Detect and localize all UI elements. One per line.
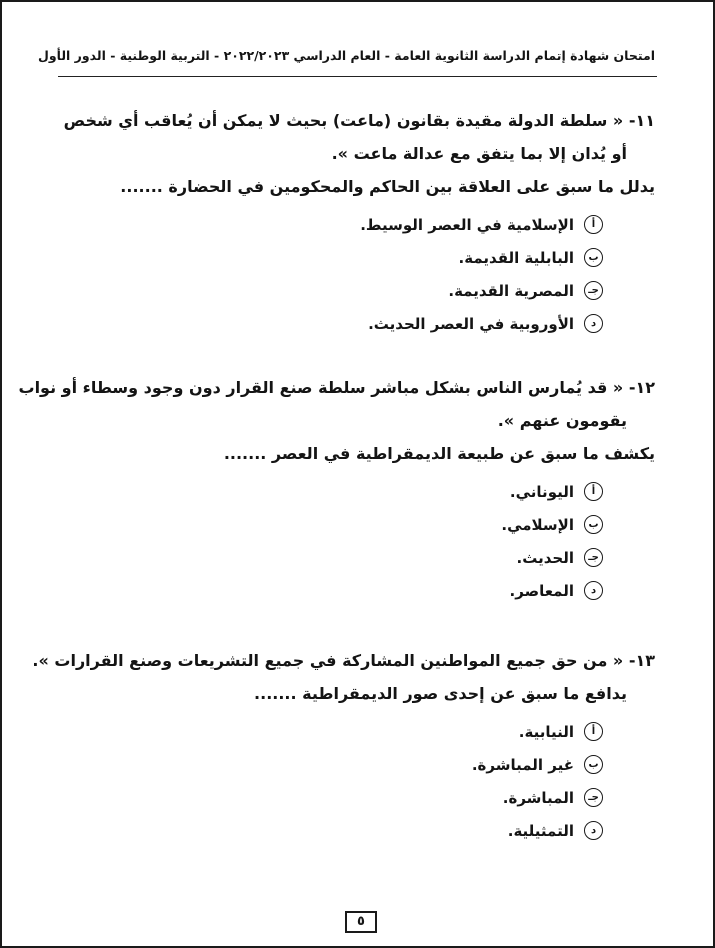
option-a-text: اليوناني. — [509, 482, 574, 501]
option-b[interactable] — [62, 508, 603, 541]
option-a-letter: أ — [584, 482, 603, 501]
option-a-letter: أ — [584, 215, 603, 234]
question-13 — [32, 644, 655, 847]
question-13-line-1 — [32, 644, 655, 677]
option-b[interactable] — [62, 241, 603, 274]
option-b-letter: ب — [584, 755, 603, 774]
option-a-text: النيابية. — [518, 722, 574, 741]
option-b[interactable] — [62, 748, 603, 781]
question-11-number: ١١- — [628, 111, 655, 130]
option-b-text: البابلية القديمة. — [458, 248, 574, 267]
option-c-letter: جـ — [584, 548, 603, 567]
question-13-number: ١٣- — [628, 651, 655, 670]
option-c[interactable] — [62, 781, 603, 814]
option-c-text: المصرية القديمة. — [448, 281, 574, 300]
question-12-text-1: « قد يُمارس الناس بشكل مباشر سلطة صنع القرار دون وجود وسطاء أو نواب — [18, 378, 624, 397]
option-d-text: المعاصر. — [509, 581, 574, 600]
page-number: ٥ — [345, 911, 377, 933]
option-c-letter: جـ — [584, 281, 603, 300]
option-a[interactable] — [62, 715, 603, 748]
question-12-line-2: يقومون عنهم ». — [497, 411, 627, 430]
option-b-text: الإسلامي. — [501, 515, 574, 534]
question-11-line-2: أو يُدان إلا بما يتفق مع عدالة ماعت ». — [331, 144, 627, 163]
question-11-options — [62, 208, 655, 340]
question-13-prompt: يدافع ما سبق عن إحدى صور الديمقراطية ....... — [254, 684, 627, 703]
option-d[interactable] — [62, 307, 603, 340]
option-a[interactable] — [62, 208, 603, 241]
option-d[interactable] — [62, 574, 603, 607]
option-d-text: التمثيلية. — [507, 821, 574, 840]
option-a-letter: أ — [584, 722, 603, 741]
option-c[interactable] — [62, 541, 603, 574]
question-11-prompt: يدلل ما سبق على العلاقة بين الحاكم والمحكومين في الحضارة ....... — [120, 177, 655, 196]
question-12-line-1 — [18, 371, 655, 404]
question-13-text-1: « من حق جميع المواطنين المشاركة في جميع التشريعات وصنع القرارات ». — [32, 651, 624, 670]
option-d-letter: د — [584, 821, 603, 840]
question-12 — [18, 371, 655, 607]
question-11-line-1 — [62, 104, 655, 137]
option-a[interactable] — [62, 475, 603, 508]
option-b-text: غير المباشرة. — [471, 755, 574, 774]
question-13-options — [62, 715, 655, 847]
option-a-text: الإسلامية في العصر الوسيط. — [360, 215, 574, 234]
question-11-text-1: « سلطة الدولة مقيدة بقانون (ماعت) بحيث لا يمكن أن يُعاقب أي شخص — [63, 111, 624, 130]
option-d-text: الأوروبية في العصر الحديث. — [368, 314, 574, 333]
option-c-text: الحديث. — [516, 548, 574, 567]
option-b-letter: ب — [584, 248, 603, 267]
option-d[interactable] — [62, 814, 603, 847]
question-12-options — [62, 475, 655, 607]
option-d-letter: د — [584, 581, 603, 600]
question-11 — [62, 104, 655, 340]
exam-header: امتحان شهادة إتمام الدراسة الثانوية العامة - العام الدراسي ٢٠٢٢/٢٠٢٣ - التربية الوطنية - الدور الأول — [38, 48, 655, 63]
option-c-text: المباشرة. — [502, 788, 574, 807]
option-d-letter: د — [584, 314, 603, 333]
option-c-letter: جـ — [584, 788, 603, 807]
question-12-number: ١٢- — [628, 378, 655, 397]
option-c[interactable] — [62, 274, 603, 307]
header-divider — [58, 76, 657, 77]
question-12-prompt: يكشف ما سبق عن طبيعة الديمقراطية في العصر ....... — [223, 444, 655, 463]
option-b-letter: ب — [584, 515, 603, 534]
